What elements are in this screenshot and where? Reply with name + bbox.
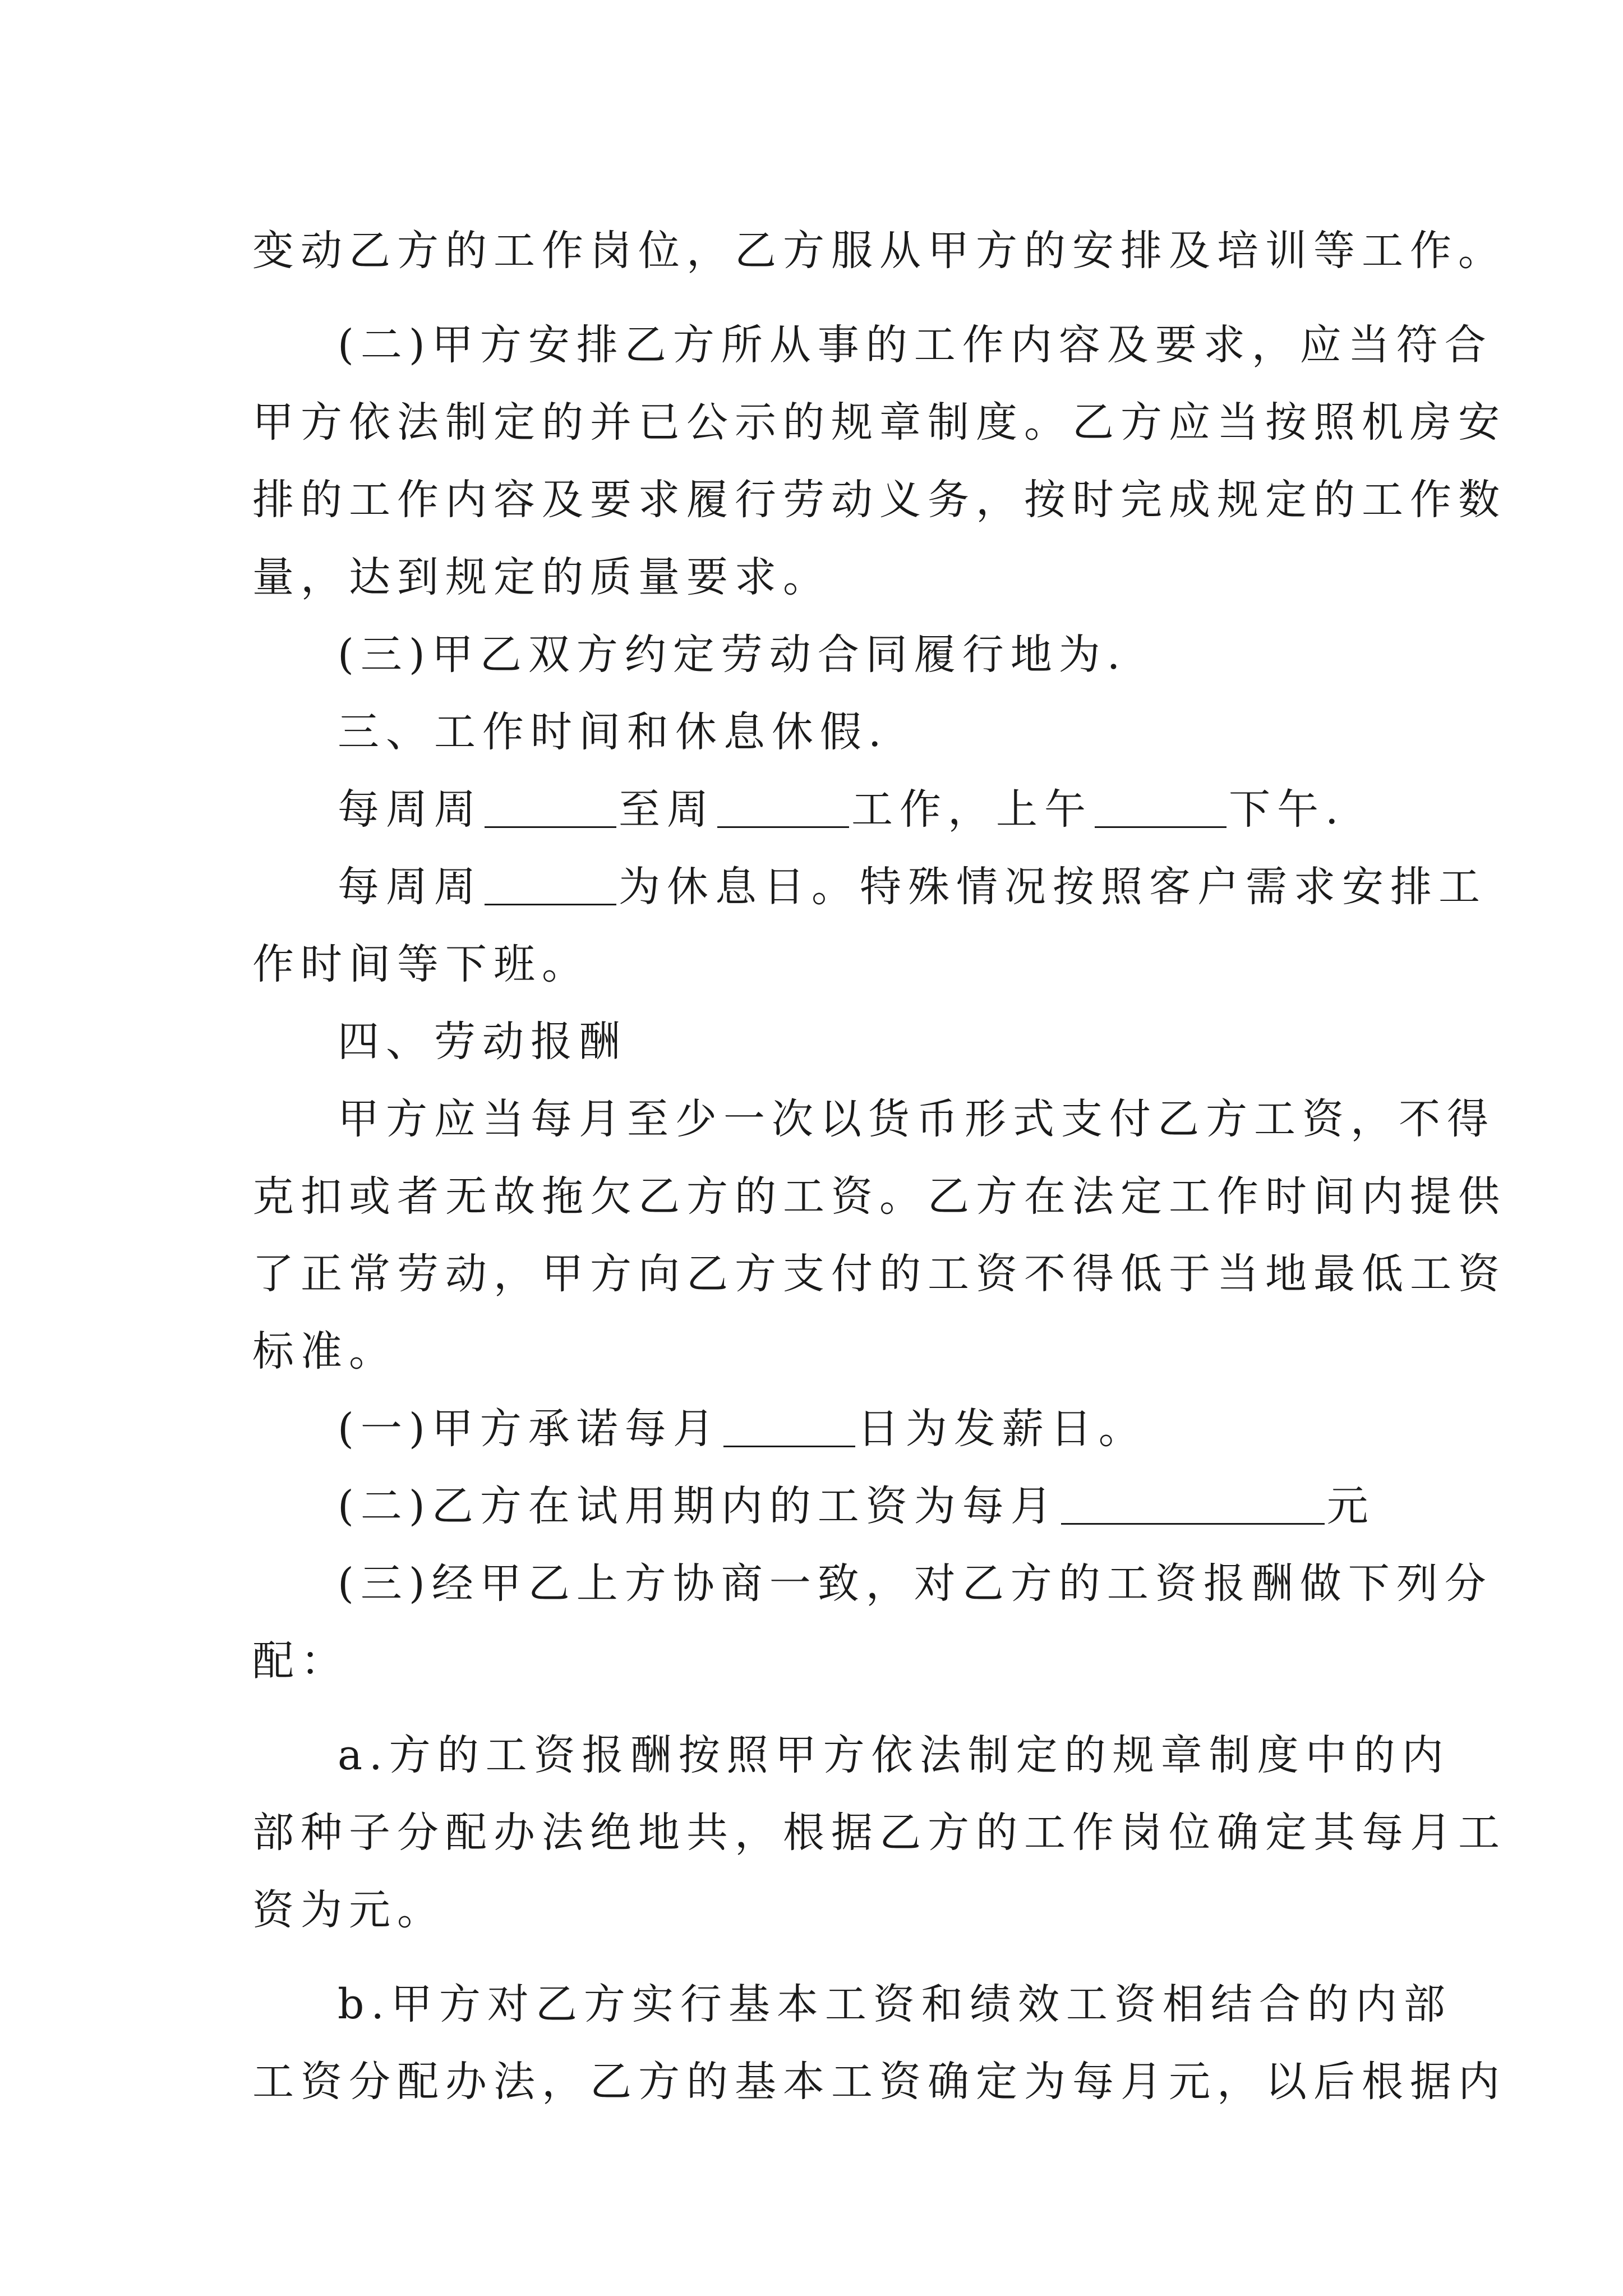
- paragraph-line: b.甲方对乙方实行基本工资和绩效工资相结合的内部: [338, 1980, 1452, 2028]
- fill-in-blank: [1061, 1481, 1325, 1525]
- text-segment: 元: [1326, 1482, 1375, 1530]
- fill-in-blank: [485, 862, 616, 905]
- text-segment: 至周: [619, 785, 715, 834]
- paragraph-line: a.方的工资报酬按照甲方依法制定的规章制度中的内: [338, 1731, 1450, 1779]
- paragraph-line: 量，达到规定的质量要求。: [252, 553, 831, 601]
- work-hours-line: [252, 771, 1402, 848]
- paragraph-line: 变动乙方的工作岗位，乙方服从甲方的安排及培训等工作。: [252, 227, 1506, 275]
- paragraph-line: 甲方应当每月至少一次以货币形式支付乙方工资，不得: [338, 1095, 1495, 1143]
- text-segment: 工作，上午: [851, 785, 1092, 834]
- rest-day-line: [252, 848, 1487, 926]
- text-segment: 日为发薪日。: [857, 1405, 1147, 1453]
- paragraph-line: 部种子分配办法绝地共，根据乙方的工作岗位确定其每月工: [252, 1809, 1506, 1857]
- paragraph-line: 甲方依法制定的并已公示的规章制度。乙方应当按照机房安: [252, 398, 1506, 447]
- paragraph-line: 配：: [252, 1637, 349, 1685]
- fill-in-blank: [717, 785, 849, 828]
- paragraph-line: 标准。: [252, 1327, 397, 1375]
- paragraph-line: 工资分配办法，乙方的基本工资确定为每月元，以后根据内: [252, 2058, 1506, 2106]
- fill-in-blank: [485, 785, 616, 828]
- paragraph-line: 排的工作内容及要求履行劳动义务，按时完成规定的工作数: [252, 476, 1506, 524]
- text-segment: (二)乙方在试用期内的工资为每月: [338, 1482, 1059, 1530]
- paragraph-line: (二)甲方安排乙方所从事的工作内容及要求，应当符合: [338, 321, 1493, 369]
- text-segment: (一)甲方承诺每月: [338, 1405, 721, 1453]
- paragraph-line: 作时间等下班。: [252, 940, 590, 988]
- paragraph-line: 了正常劳动，甲方向乙方支付的工资不得低于当地最低工资: [252, 1250, 1506, 1298]
- paragraph-line: (三)甲乙双方约定劳动合同履行地为.: [338, 631, 1127, 679]
- text-segment: 每周周: [338, 785, 482, 834]
- payday-line: [252, 1390, 1402, 1467]
- section-heading: 三、工作时间和休息休假.: [338, 708, 888, 756]
- section-heading: 四、劳动报酬: [338, 1018, 627, 1066]
- paragraph-line: 资为元。: [252, 1886, 445, 1934]
- fill-in-blank: [723, 1404, 855, 1447]
- probation-salary-line: [252, 1467, 1402, 1545]
- paragraph-line: 克扣或者无故拖欠乙方的工资。乙方在法定工作时间内提供: [252, 1172, 1506, 1221]
- document-body: [252, 212, 1506, 2120]
- paragraph-line: (三)经甲乙上方协商一致，对乙方的工资报酬做下列分: [338, 1559, 1493, 1608]
- fill-in-blank: [1095, 785, 1227, 828]
- text-segment: 下午.: [1229, 785, 1345, 834]
- text-segment: 为休息日。特殊情况按照客户需求安排工: [619, 863, 1487, 911]
- text-segment: 每周周: [338, 863, 482, 911]
